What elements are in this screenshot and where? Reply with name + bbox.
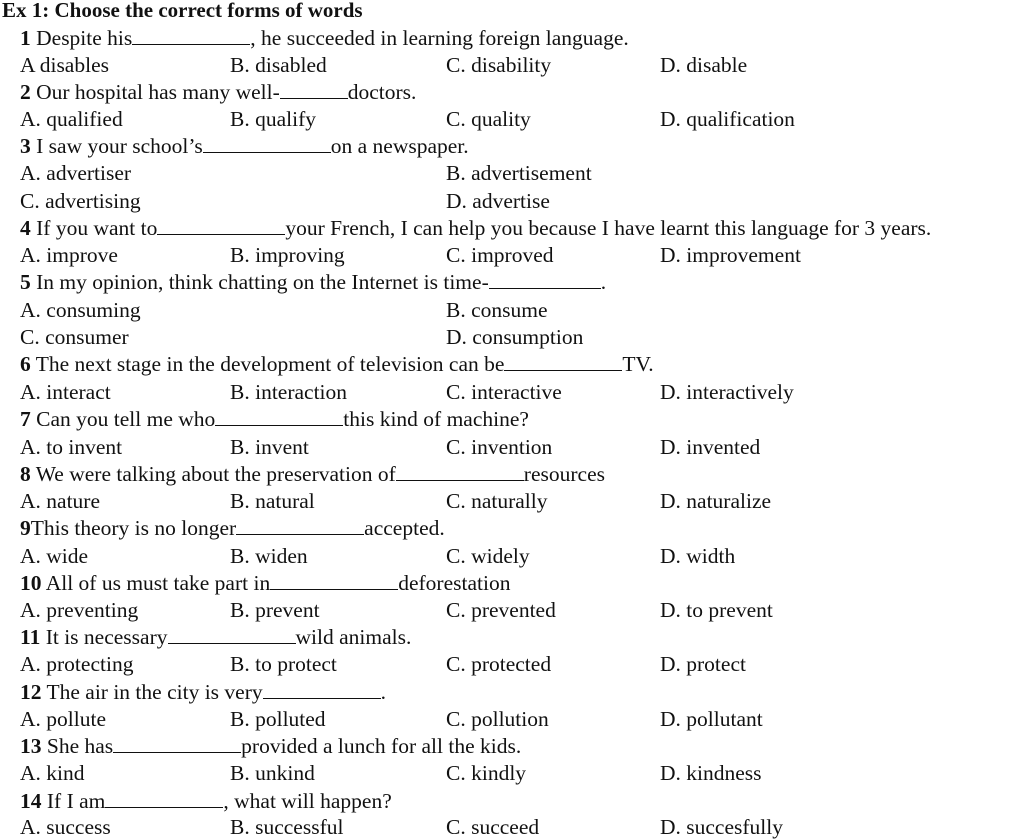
answer-blank[interactable] [132,27,250,45]
question-13 [20,734,521,758]
question-11 [20,625,411,649]
option-a[interactable]: A. improve [20,243,118,267]
question-number: 14 [20,789,42,813]
option-c[interactable]: C. invention [446,435,553,459]
option-d[interactable]: D. consumption [446,325,584,349]
question-text-after: doctors. [347,80,417,104]
question-2 [20,80,416,104]
question-10 [20,571,510,595]
option-a[interactable]: A. qualified [20,107,123,131]
question-text-after: deforestation [398,571,511,595]
option-c[interactable]: C. pollution [446,707,549,731]
option-d[interactable]: D. to prevent [660,598,773,622]
question-text-after: this kind of machine? [343,407,529,431]
question-number: 7 [20,407,31,431]
option-b[interactable]: B. successful [230,815,344,839]
answer-blank[interactable] [270,572,398,590]
option-a[interactable]: A. preventing [20,598,139,622]
question-12 [20,680,386,704]
question-text-before: If I am [41,789,106,813]
question-number: 4 [20,216,31,240]
option-c[interactable]: C. advertising [20,189,141,213]
question-6 [20,352,654,376]
question-number: 9 [20,516,31,540]
question-text-after: resources [523,462,605,486]
question-text-before: We were talking about the preservation of [30,462,396,486]
option-d[interactable]: D. naturalize [660,489,772,513]
option-d[interactable]: D. disable [660,53,748,77]
option-c[interactable]: C. interactive [446,380,562,404]
question-7 [20,407,529,431]
question-number: 12 [20,680,42,704]
option-d[interactable]: D. qualification [660,107,795,131]
option-d[interactable]: D. succesfully [660,815,783,839]
option-b[interactable]: B. qualify [230,107,316,131]
question-text-before: Can you tell me who [30,407,216,431]
question-text-after: your French, I can help you because I have learnt this language for 3 years. [285,216,932,240]
question-text-after: accepted. [364,516,445,540]
option-d[interactable]: D. kindness [660,761,762,785]
option-c[interactable]: C. improved [446,243,554,267]
option-a[interactable]: A. consuming [20,298,141,322]
answer-blank[interactable] [263,681,381,699]
option-a[interactable]: A. interact [20,380,111,404]
option-a[interactable]: A. pollute [20,707,106,731]
answer-blank[interactable] [236,517,364,535]
option-b[interactable]: B. polluted [230,707,326,731]
answer-blank[interactable] [396,463,524,481]
question-1 [20,26,629,50]
question-number: 6 [20,352,31,376]
option-a[interactable]: A. nature [20,489,100,513]
exercise-title: Ex 1: Choose the correct forms of words [2,0,363,22]
option-c[interactable]: C. disability [446,53,552,77]
question-text-after: , he succeeded in learning foreign language. [250,26,629,50]
option-c[interactable]: C. widely [446,544,530,568]
question-text-before: The next stage in the development of television can be [30,352,505,376]
option-b[interactable]: B. advertisement [446,161,592,185]
option-a[interactable]: A. kind [20,761,85,785]
answer-blank[interactable] [280,81,348,99]
option-c[interactable]: C. consumer [20,325,129,349]
question-14 [20,789,392,813]
option-b[interactable]: B. consume [446,298,548,322]
option-a[interactable]: A. wide [20,544,89,568]
option-b[interactable]: B. unkind [230,761,315,785]
question-text-before: Despite his [30,26,133,50]
question-text-before: It is necessary [40,625,168,649]
option-b[interactable]: B. natural [230,489,315,513]
option-b[interactable]: B. widen [230,544,308,568]
question-5 [20,270,606,294]
question-number: 5 [20,270,31,294]
question-9 [20,516,445,540]
option-d[interactable]: D. invented [660,435,761,459]
question-text-before: I saw your school’s [30,134,203,158]
question-number: 1 [20,26,31,50]
option-d[interactable]: D. pollutant [660,707,763,731]
question-text-after: on a newspaper. [330,134,469,158]
answer-blank[interactable] [215,408,343,426]
option-c[interactable]: C. naturally [446,489,548,513]
option-a[interactable]: A. advertiser [20,161,132,185]
question-text-after: provided a lunch for all the kids. [241,734,522,758]
option-c[interactable]: C. quality [446,107,531,131]
question-3 [20,134,469,158]
option-d[interactable]: D. improvement [660,243,801,267]
question-text-after: wild animals. [295,625,412,649]
option-b[interactable]: B. to protect [230,652,337,676]
option-b[interactable]: B. invent [230,435,309,459]
option-c[interactable]: C. prevented [446,598,556,622]
question-number: 10 [20,571,42,595]
answer-blank[interactable] [105,790,223,808]
option-b[interactable]: B. interaction [230,380,348,404]
option-a[interactable]: A disables [20,53,109,77]
option-d[interactable]: D. interactively [660,380,794,404]
answer-blank[interactable] [489,271,601,289]
question-text-before: If you want to [30,216,158,240]
question-number: 8 [20,462,31,486]
answer-blank[interactable] [203,135,331,153]
question-text-before: Our hospital has many well- [30,80,280,104]
question-text-after: . [600,270,607,294]
option-d[interactable]: D. width [660,544,736,568]
question-number: 13 [20,734,42,758]
question-8 [20,462,605,486]
question-number: 3 [20,134,31,158]
question-4 [20,216,931,240]
question-text-after: . [380,680,386,704]
answer-blank[interactable] [168,626,296,644]
option-d[interactable]: D. protect [660,652,746,676]
option-a[interactable]: A. protecting [20,652,134,676]
question-text-before: This theory is no longer [30,516,237,540]
option-a[interactable]: A. success [20,815,111,839]
option-c[interactable]: C. kindly [446,761,527,785]
option-c[interactable]: C. protected [446,652,552,676]
option-b[interactable]: B. improving [230,243,345,267]
question-text-after: , what will happen? [223,789,392,813]
option-b[interactable]: B. prevent [230,598,320,622]
question-text-before: She has [41,734,114,758]
question-text-before: All of us must take part in [41,571,271,595]
answer-blank[interactable] [504,353,622,371]
question-number: 11 [20,625,41,649]
question-text-before: The air in the city is very [41,680,263,704]
answer-blank[interactable] [113,735,241,753]
answer-blank[interactable] [157,217,285,235]
question-text-after: TV. [622,352,654,376]
option-c[interactable]: C. succeed [446,815,540,839]
option-b[interactable]: B. disabled [230,53,327,77]
question-number: 2 [20,80,31,104]
option-d[interactable]: D. advertise [446,189,550,213]
question-text-before: In my opinion, think chatting on the Internet is time- [30,270,489,294]
option-a[interactable]: A. to invent [20,435,123,459]
